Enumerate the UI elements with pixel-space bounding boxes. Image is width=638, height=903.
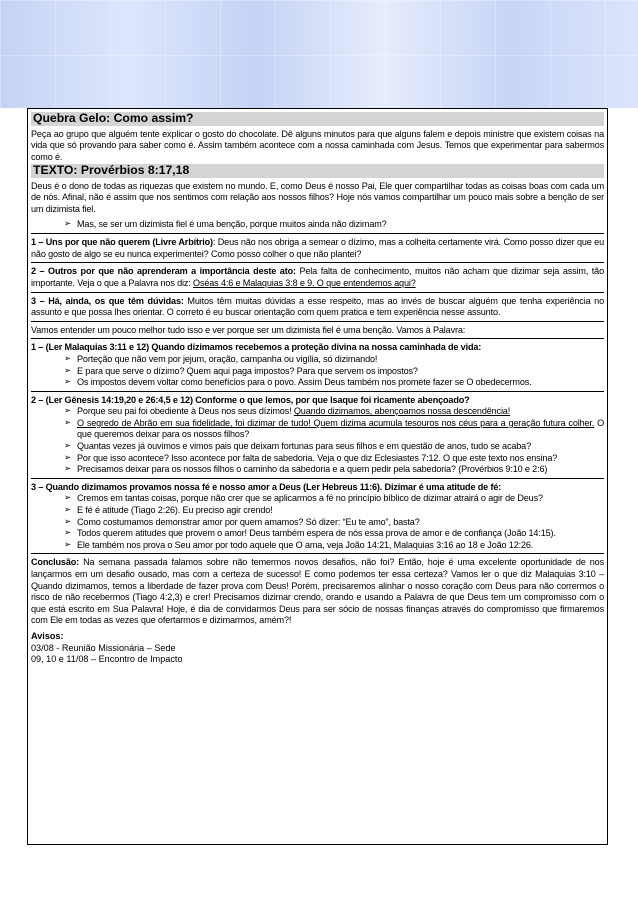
section-title-text: 2 – (Ler Gênesis 14:19,20 e 26:4,5 e 12) Conforme o que lemos, por que Isaque foi ricamente abençoado? <box>31 394 470 405</box>
list-item: ➢ E para que serve o dízimo? Quem aqui paga impostos? Para que servem os impostos? <box>64 366 604 378</box>
announcements <box>31 631 604 666</box>
list-item: ➢ Por que isso acontece? Isso acontece por falta de sabedoria. Veja o que diz Eclesiastes 7:12. O que este texto nos ensina? <box>64 453 604 465</box>
list-item: ➢ Os impostos devem voltar como benefícios para o povo. Assim Deus também nos promete fazer se O obedecermos. <box>64 377 604 389</box>
intro-list <box>31 219 604 235</box>
point-3-title: 3 – Há, ainda, os que têm dúvidas: <box>31 295 184 306</box>
section-title-text: 1 – (Ler Malaquias 3:11 e 12) Quando dizimamos recebemos a proteção divina na nossa caminhada de vida: <box>31 342 482 353</box>
list-item <box>64 418 604 441</box>
document-frame <box>27 108 608 845</box>
icebreaker-paragraph: Peça ao grupo que alguém tente explicar o gosto do chocolate. Dê alguns minutos para que alguns falem e depois ministre que existem coisas na vida que só provando para saber como é. Assim também acontece com a nossa caminhada com Jesus. Temos que experimentar para sabermos como é. <box>31 128 604 162</box>
list-item-emphasis: O segredo de Abrão em sua fidelidade, foi dizimar de tudo! Quem dizima acumula tesouros nos céus para a geração futura colher. <box>77 417 595 428</box>
section-protection-list <box>31 354 604 389</box>
point-3 <box>31 296 604 322</box>
point-1 <box>31 237 604 263</box>
announcement-line: 03/08 - Reunião Missionária – Sede <box>31 642 176 653</box>
section-isaac-list <box>31 406 604 476</box>
header-pattern <box>0 0 638 108</box>
section-protection-title <box>31 342 604 354</box>
point-2 <box>31 266 604 292</box>
list-item: ➢ Ele também nos prova o Seu amor por todo aquele que O ama, veja João 14:21, Malaquias 3:16 ao 18 e João 12:26. <box>64 540 604 552</box>
point-2-title: 2 – Outros por que não aprenderam a importância deste ato: <box>31 266 296 277</box>
announcements-label <box>31 631 604 643</box>
announcements-label-text: Avisos: <box>31 630 64 641</box>
conclusion-text: Na semana passada falamos sobre não temermos novos desafios, não foi? Então, hoje é uma excelente oportunidade de nos lançarmos em um desafio ousado, mas com a certeza de sucesso! E como podemos ter essa certeza? Vamos ler o que diz Malaquias 3:10 – Quando dizimamos, temos a liberdade de fazer prova com Deus! Porém, precisaremos alinhar o nosso coração com Deus para não corrermos o risco de não recebermos (Tiago 4:2,3) e crer! Precisamos dizimar crendo, orando e usando a Palavra de que Deus tem um compromisso com o que está escrito em Sua Palavra! Hoje, é dia de convidarmos Deus para ser sócio de nossas finanças através do compromisso que firmaremos com Ele em todas as vezes que ofertarmos e dizimarmos, amém?! <box>31 557 604 626</box>
intro-paragraph: Deus é o dono de todas as riquezas que existem no mundo. E, como Deus é nosso Pai, Ele quer compartilhar todas as coisas boas com cada um de nós. Afinal, não é assim que nos sentimos com relação aos nossos filhos? Hoje nós vamos compartilhar um pouco mais sobre a benção de ser um dizimista fiel. <box>31 180 604 214</box>
point-1-text: : Deus não nos obriga a semear o dízimo, mas a colheita certamente virá. Como posso dizer que eu não gosto de algo se eu nunca experimentei? Como posso colher o que não plantei? <box>31 237 604 259</box>
list-item-emphasis: Quando dizimamos, abençoamos nossa descendência! <box>293 406 511 417</box>
list-item: ➢ Como costumamos demonstrar amor por quem amamos? Só dizer: “Eu te amo”, basta? <box>64 517 604 529</box>
list-item-text: O que queremos deixar para os nossos filhos? <box>77 417 604 440</box>
section-faith-list <box>31 493 604 551</box>
section-protection <box>31 342 604 391</box>
list-item: ➢ Mas, se ser um dizimista fiel é uma benção, porque muitos ainda não dizimam? <box>64 219 604 231</box>
conclusion-label: Conclusão: <box>31 557 80 568</box>
transition-paragraph: Vamos entender um pouco melhor tudo isso e ver porque ser um dizimista fiel é uma benção. Vamos à Palavra: <box>31 325 604 340</box>
heading-icebreaker: Quebra Gelo: Como assim? <box>31 112 604 126</box>
point-1-title: 1 – Uns por que não querem (Livre Arbítrio) <box>31 237 213 248</box>
section-faith <box>31 482 604 555</box>
section-faith-title <box>31 482 604 494</box>
announcement-line: 09, 10 e 11/08 – Encontro de Impacto <box>31 654 183 665</box>
list-item: ➢ Todos querem atitudes que provem o amor! Deus também espera de nós essa prova de amor e de confiança (João 14:15). <box>64 528 604 540</box>
point-3-text: Muitos têm muitas dúvidas a esse respeito, mas ao invés de buscar alguém que tenha experiência no assunto e que possa lhes orientar. O correto é eu buscar orientação com quem pratica e tem experiência nesse assunto. <box>31 295 604 318</box>
point-2-reference: Oséas 4:6 e Malaquias 3:8 e 9. O que entendemos aqui? <box>193 277 416 288</box>
section-title-text: 3 – Quando dizimamos provamos nossa fé e nosso amor a Deus (Ler Hebreus 11:6). Dizimar é uma atitude de fé: <box>31 481 502 492</box>
conclusion-paragraph <box>31 557 604 627</box>
list-item: ➢ Precisamos deixar para os nossos filhos o caminho da sabedoria e a quem pedir pela sabedoria? (Provérbios 9:10 e 2:6) <box>64 464 604 476</box>
list-item: ➢ E fé é atitude (Tiago 2:26). Eu preciso agir crendo! <box>64 505 604 517</box>
section-isaac-title <box>31 395 604 407</box>
section-isaac <box>31 395 604 479</box>
list-item: ➢ Quantas vezes já ouvimos e vimos pais que deixam fortunas para seus filhos e em questão de anos, tudo se acaba? <box>64 441 604 453</box>
point-2-text: Pela falta de conhecimento, muitos não acham que dizimar seja assim, tão importante. Veja o que a Palavra nos diz: <box>31 266 604 288</box>
list-item: ➢ Cremos em tantas coisas, porque não crer que se aplicarmos a fé no princípio bíblico de dizimar atrairá o agir de Deus? <box>64 493 604 505</box>
list-item: ➢ Porteção que não vem por jejum, oração, campanha ou vigília, só dizimando! <box>64 354 604 366</box>
heading-text: TEXTO: Provérbios 8:17,18 <box>31 164 604 178</box>
list-item <box>64 406 604 418</box>
list-item-text: Porque seu pai foi obediente à Deus nos seus dízimos! <box>77 406 294 417</box>
